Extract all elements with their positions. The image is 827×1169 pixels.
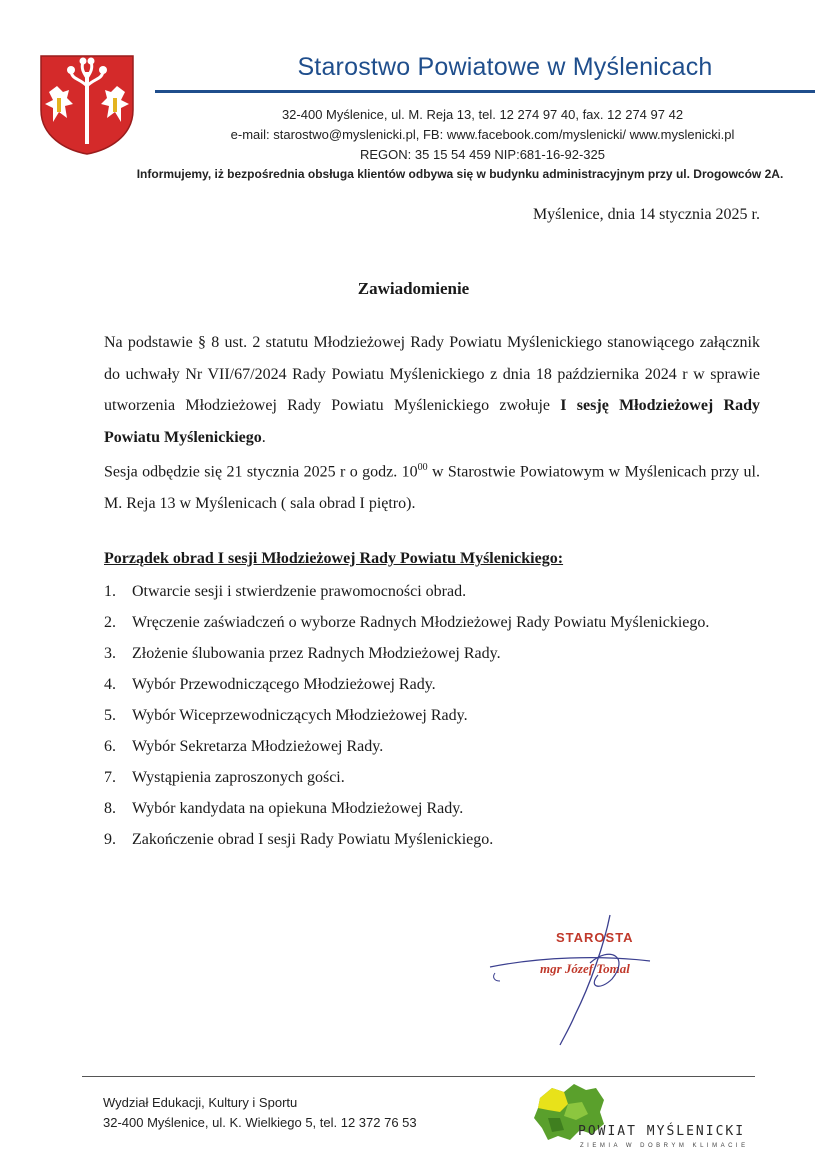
agenda-title: Porządek obrad I sesji Młodzieżowej Rady Powiatu Myślenickiego: [104, 550, 564, 567]
agenda-item-text: Wybór kandydata na opiekuna Młodzieżowej Rady. [132, 800, 464, 817]
department-address: 32-400 Myślenice, ul. K. Wielkiego 5, tel. 12 372 76 53 [103, 1115, 417, 1130]
agenda-item-text: Wybór Sekretarza Młodzieżowej Rady. [132, 738, 384, 755]
county-brand-name: POWIAT MYŚLENICKI [578, 1124, 746, 1139]
agenda-item-number: 7. [104, 769, 116, 786]
agenda-item-number: 4. [104, 676, 116, 693]
agenda-item [104, 824, 760, 855]
agenda-item-number: 6. [104, 738, 116, 755]
document-title: Zawiadomienie [357, 279, 470, 298]
customer-service-notice: Informujemy, iż bezpośrednia obsługa klientów odbywa się w budynku administracyjnym przy ul. Drogowców 2A. [136, 167, 784, 181]
agenda-item-number: 3. [104, 645, 116, 662]
agenda-item [104, 731, 760, 762]
session-name: I sesję Młodzieżowej Rady Powiatu Myślenickiego [104, 397, 761, 446]
paragraph-end: . [261, 428, 266, 446]
agenda-item [104, 762, 760, 793]
agenda-item-text: Wybór Wiceprzewodniczących Młodzieżowej Rady. [132, 707, 468, 724]
agenda-list [104, 576, 760, 855]
document-date: Myślenice, dnia 14 stycznia 2025 r. [532, 206, 760, 223]
agenda-item-text: Złożenie ślubowania przez Radnych Młodzieżowej Rady. [132, 645, 501, 662]
agenda-item [104, 700, 760, 731]
institution-address: 32-400 Myślenice, ul. M. Reja 13, tel. 12 274 97 40, fax. 12 274 97 42 [281, 107, 684, 122]
department-name: Wydział Edukacji, Kultury i Sportu [103, 1095, 298, 1110]
agenda-item [104, 638, 760, 669]
stamp-title: STAROSTA [556, 930, 634, 945]
stamp-name: mgr Józef Tomal [540, 961, 630, 976]
agenda-item-number: 5. [104, 707, 116, 724]
agenda-item-number: 8. [104, 800, 116, 817]
session-place-text: w Starostwie Powiatowym w Myślenicach przy ul. M. Reja 13 w Myślenicach ( sala obrad I piętro). [104, 463, 760, 512]
institution-contact: e-mail: starostwo@myslenicki.pl, FB: www.facebook.com/myslenicki/ www.myslenicki.pl [230, 127, 735, 142]
coat-of-arms-icon [35, 52, 139, 156]
institution-name: Starostwo Powiatowe w Myślenicach [297, 53, 713, 81]
paragraph-text: Na podstawie § 8 ust. 2 statutu Młodzieżowej Rady Powiatu Myślenickiego stanowiącego załącznik do uchwały Nr VII/67/2024 Rady Powiatu Myślenickiego z dnia 18 października 2024 r w sprawie utworzenia Młodzieżowej Rady Powiatu Myślenickiego zwołuje [104, 334, 760, 414]
agenda-item-number: 9. [104, 831, 116, 848]
institution-regon: REGON: 35 15 54 459 NIP:681-16-92-325 [360, 147, 605, 162]
agenda-item-number: 2. [104, 614, 116, 631]
notice-paragraph [104, 327, 760, 453]
agenda-item [104, 669, 760, 700]
agenda-item-text: Wręczenie zaświadczeń o wyborze Radnych Młodzieżowej Rady Powiatu Myślenickiego. [132, 614, 710, 631]
agenda-item-text: Zakończenie obrad I sesji Rady Powiatu Myślenickiego. [132, 831, 494, 848]
agenda-item-number: 1. [104, 583, 116, 600]
agenda-item-text: Wybór Przewodniczącego Młodzieżowej Rady. [132, 676, 436, 693]
session-time-minutes: 00 [417, 462, 428, 473]
agenda-item [104, 607, 760, 638]
header-divider [155, 90, 815, 93]
session-paragraph [104, 452, 760, 519]
county-brand-slogan: ZIEMIA W DOBRYM KLIMACIE [580, 1143, 749, 1149]
agenda-item-text: Wystąpienia zaproszonych gości. [132, 769, 345, 786]
handwritten-signature [480, 905, 680, 1055]
session-time-text: Sesja odbędzie się 21 stycznia 2025 r o godz. 10 [104, 463, 418, 481]
agenda-item [104, 793, 760, 824]
footer-divider [82, 1076, 755, 1077]
agenda-item [104, 576, 760, 607]
agenda-item-text: Otwarcie sesji i stwierdzenie prawomocności obrad. [132, 583, 467, 600]
